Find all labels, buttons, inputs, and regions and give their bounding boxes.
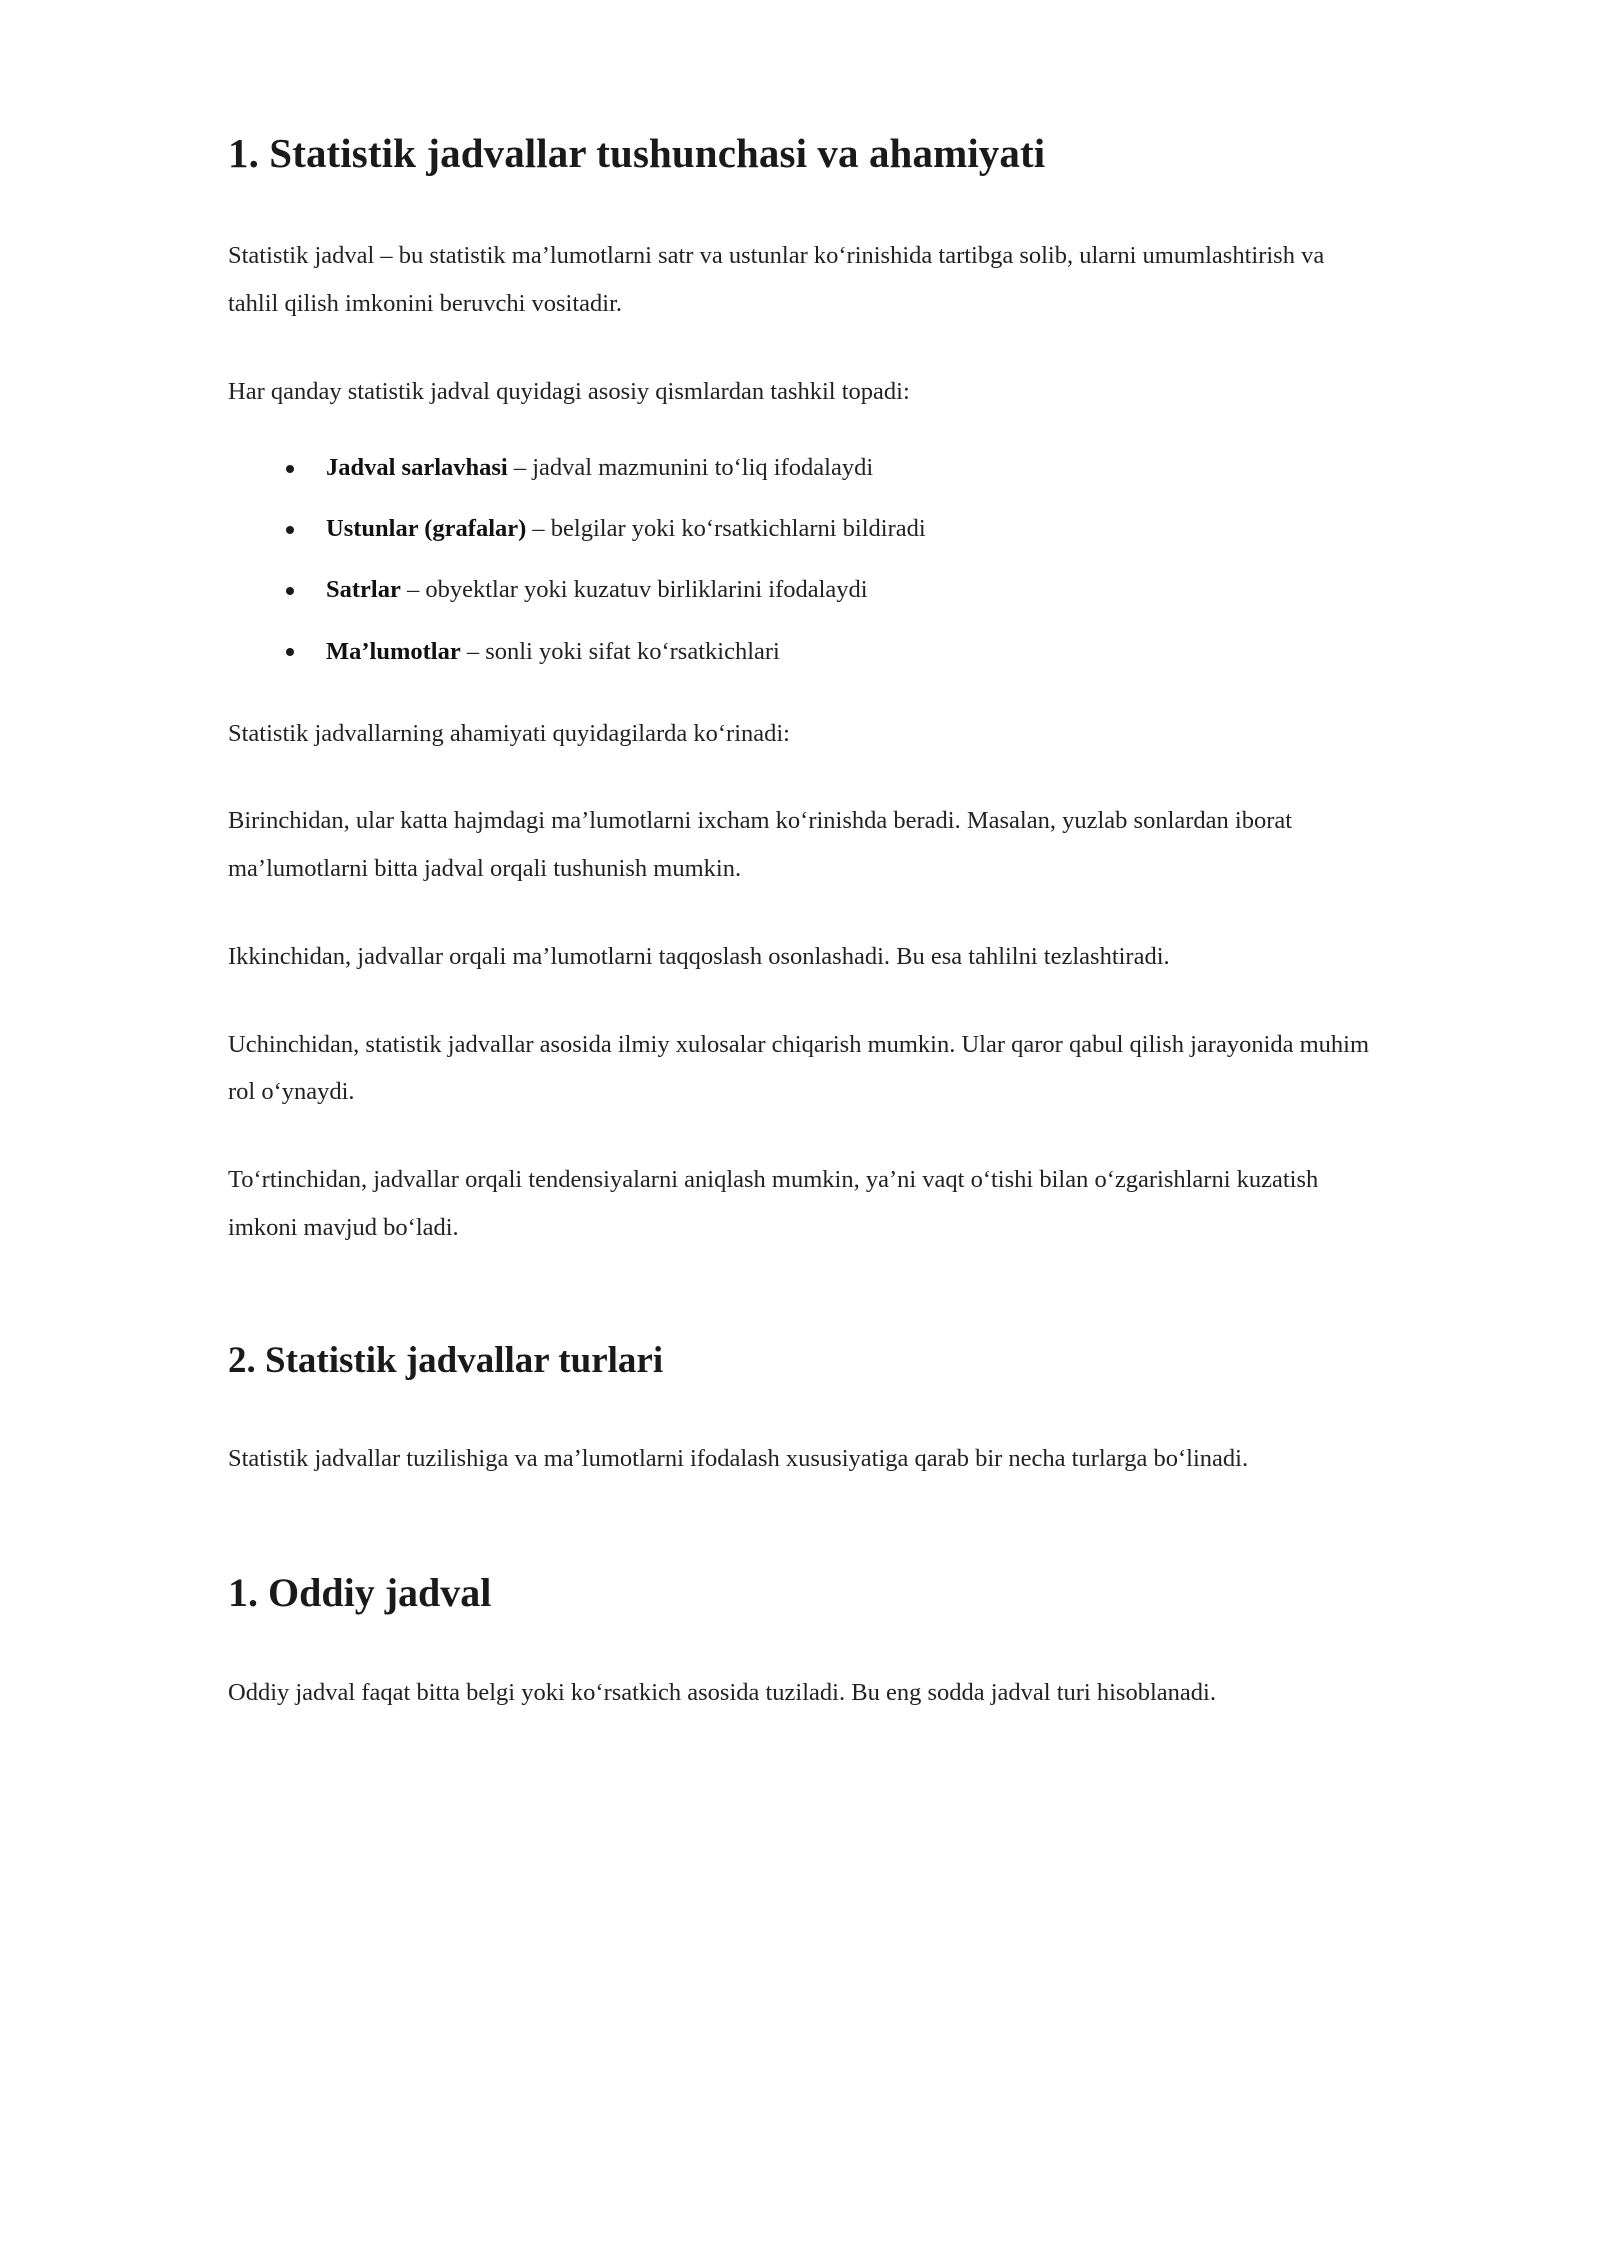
list-item-description: – obyektlar yoki kuzatuv birliklarini ifodalaydi — [400, 576, 868, 604]
table-parts-list — [228, 451, 1372, 667]
section-1-paragraph-1: Statistik jadval – bu statistik ma’lumotlarni satr va ustunlar ko‘rinishida tartibga solib, ularni umumlashtirish va tahlil qilish imkonini beruvchi vositadir. — [228, 242, 1325, 317]
section-1-paragraph-7: To‘rtinchidan, jadvallar orqali tendensiyalarni aniqlash mumkin, ya’ni vaqt o‘tishi bilan o‘zgarishlarni kuzatish imkoni mavjud bo‘ladi. — [228, 1166, 1319, 1241]
list-item-term: Satrlar — [326, 576, 401, 604]
list-item — [228, 451, 1372, 484]
bullet-point-icon — [286, 465, 294, 473]
bullet-point-icon — [286, 587, 294, 595]
list-item-term: Jadval sarlavhasi — [326, 454, 508, 482]
section-2-heading: 2. Statistik jadvallar turlari — [228, 1339, 664, 1381]
section-1-paragraph-2: Har qanday statistik jadval quyidagi asosiy qismlardan tashkil topadi: — [228, 377, 910, 405]
subsection-1-heading: 1. Oddiy jadval — [228, 1569, 492, 1615]
list-item-description: – belgilar yoki ko‘rsatkichlarni bildiradi — [526, 515, 926, 543]
list-item-description: – jadval mazmunini to‘liq ifodalaydi — [507, 454, 874, 482]
list-item — [228, 512, 1372, 545]
section-1-paragraph-4: Birinchidan, ular katta hajmdagi ma’lumotlarni ixcham ko‘rinishda beradi. Masalan, yuzlab sonlardan iborat ma’lumotlarni bitta jadval orqali tushunish mumkin. — [228, 807, 1293, 883]
section-1-paragraph-3: Statistik jadvallarning ahamiyati quyidagilarda ko‘rinadi: — [228, 719, 790, 747]
list-item-term: Ustunlar (grafalar) — [326, 515, 527, 543]
list-item-description: – sonli yoki sifat ko‘rsatkichlari — [460, 637, 780, 665]
document-body — [228, 128, 1372, 1757]
section-1-paragraph-6: Uchinchidan, statistik jadvallar asosida ilmiy xulosalar chiqarish mumkin. Ular qaror qabul qilish jarayonida muhim rol o‘ynaydi. — [228, 1030, 1370, 1106]
bullet-point-icon — [286, 526, 294, 534]
list-item — [228, 635, 1372, 668]
bullet-point-icon — [286, 648, 294, 656]
section-2-paragraph-1: Statistik jadvallar tuzilishiga va ma’lumotlarni ifodalash xususiyatiga qarab bir necha turlarga bo‘linadi. — [228, 1444, 1249, 1472]
subsection-1-paragraph-1: Oddiy jadval faqat bitta belgi yoki ko‘rsatkich asosida tuziladi. Bu eng sodda jadval turi hisoblanadi. — [228, 1679, 1216, 1707]
section-1-paragraph-5: Ikkinchidan, jadvallar orqali ma’lumotlarni taqqoslash osonlashadi. Bu esa tahlilni tezlashtiradi. — [228, 942, 1170, 970]
list-item — [228, 573, 1372, 606]
list-item-term: Ma’lumotlar — [326, 637, 461, 665]
section-1-heading: 1. Statistik jadvallar tushunchasi va ahamiyati — [228, 130, 1046, 176]
